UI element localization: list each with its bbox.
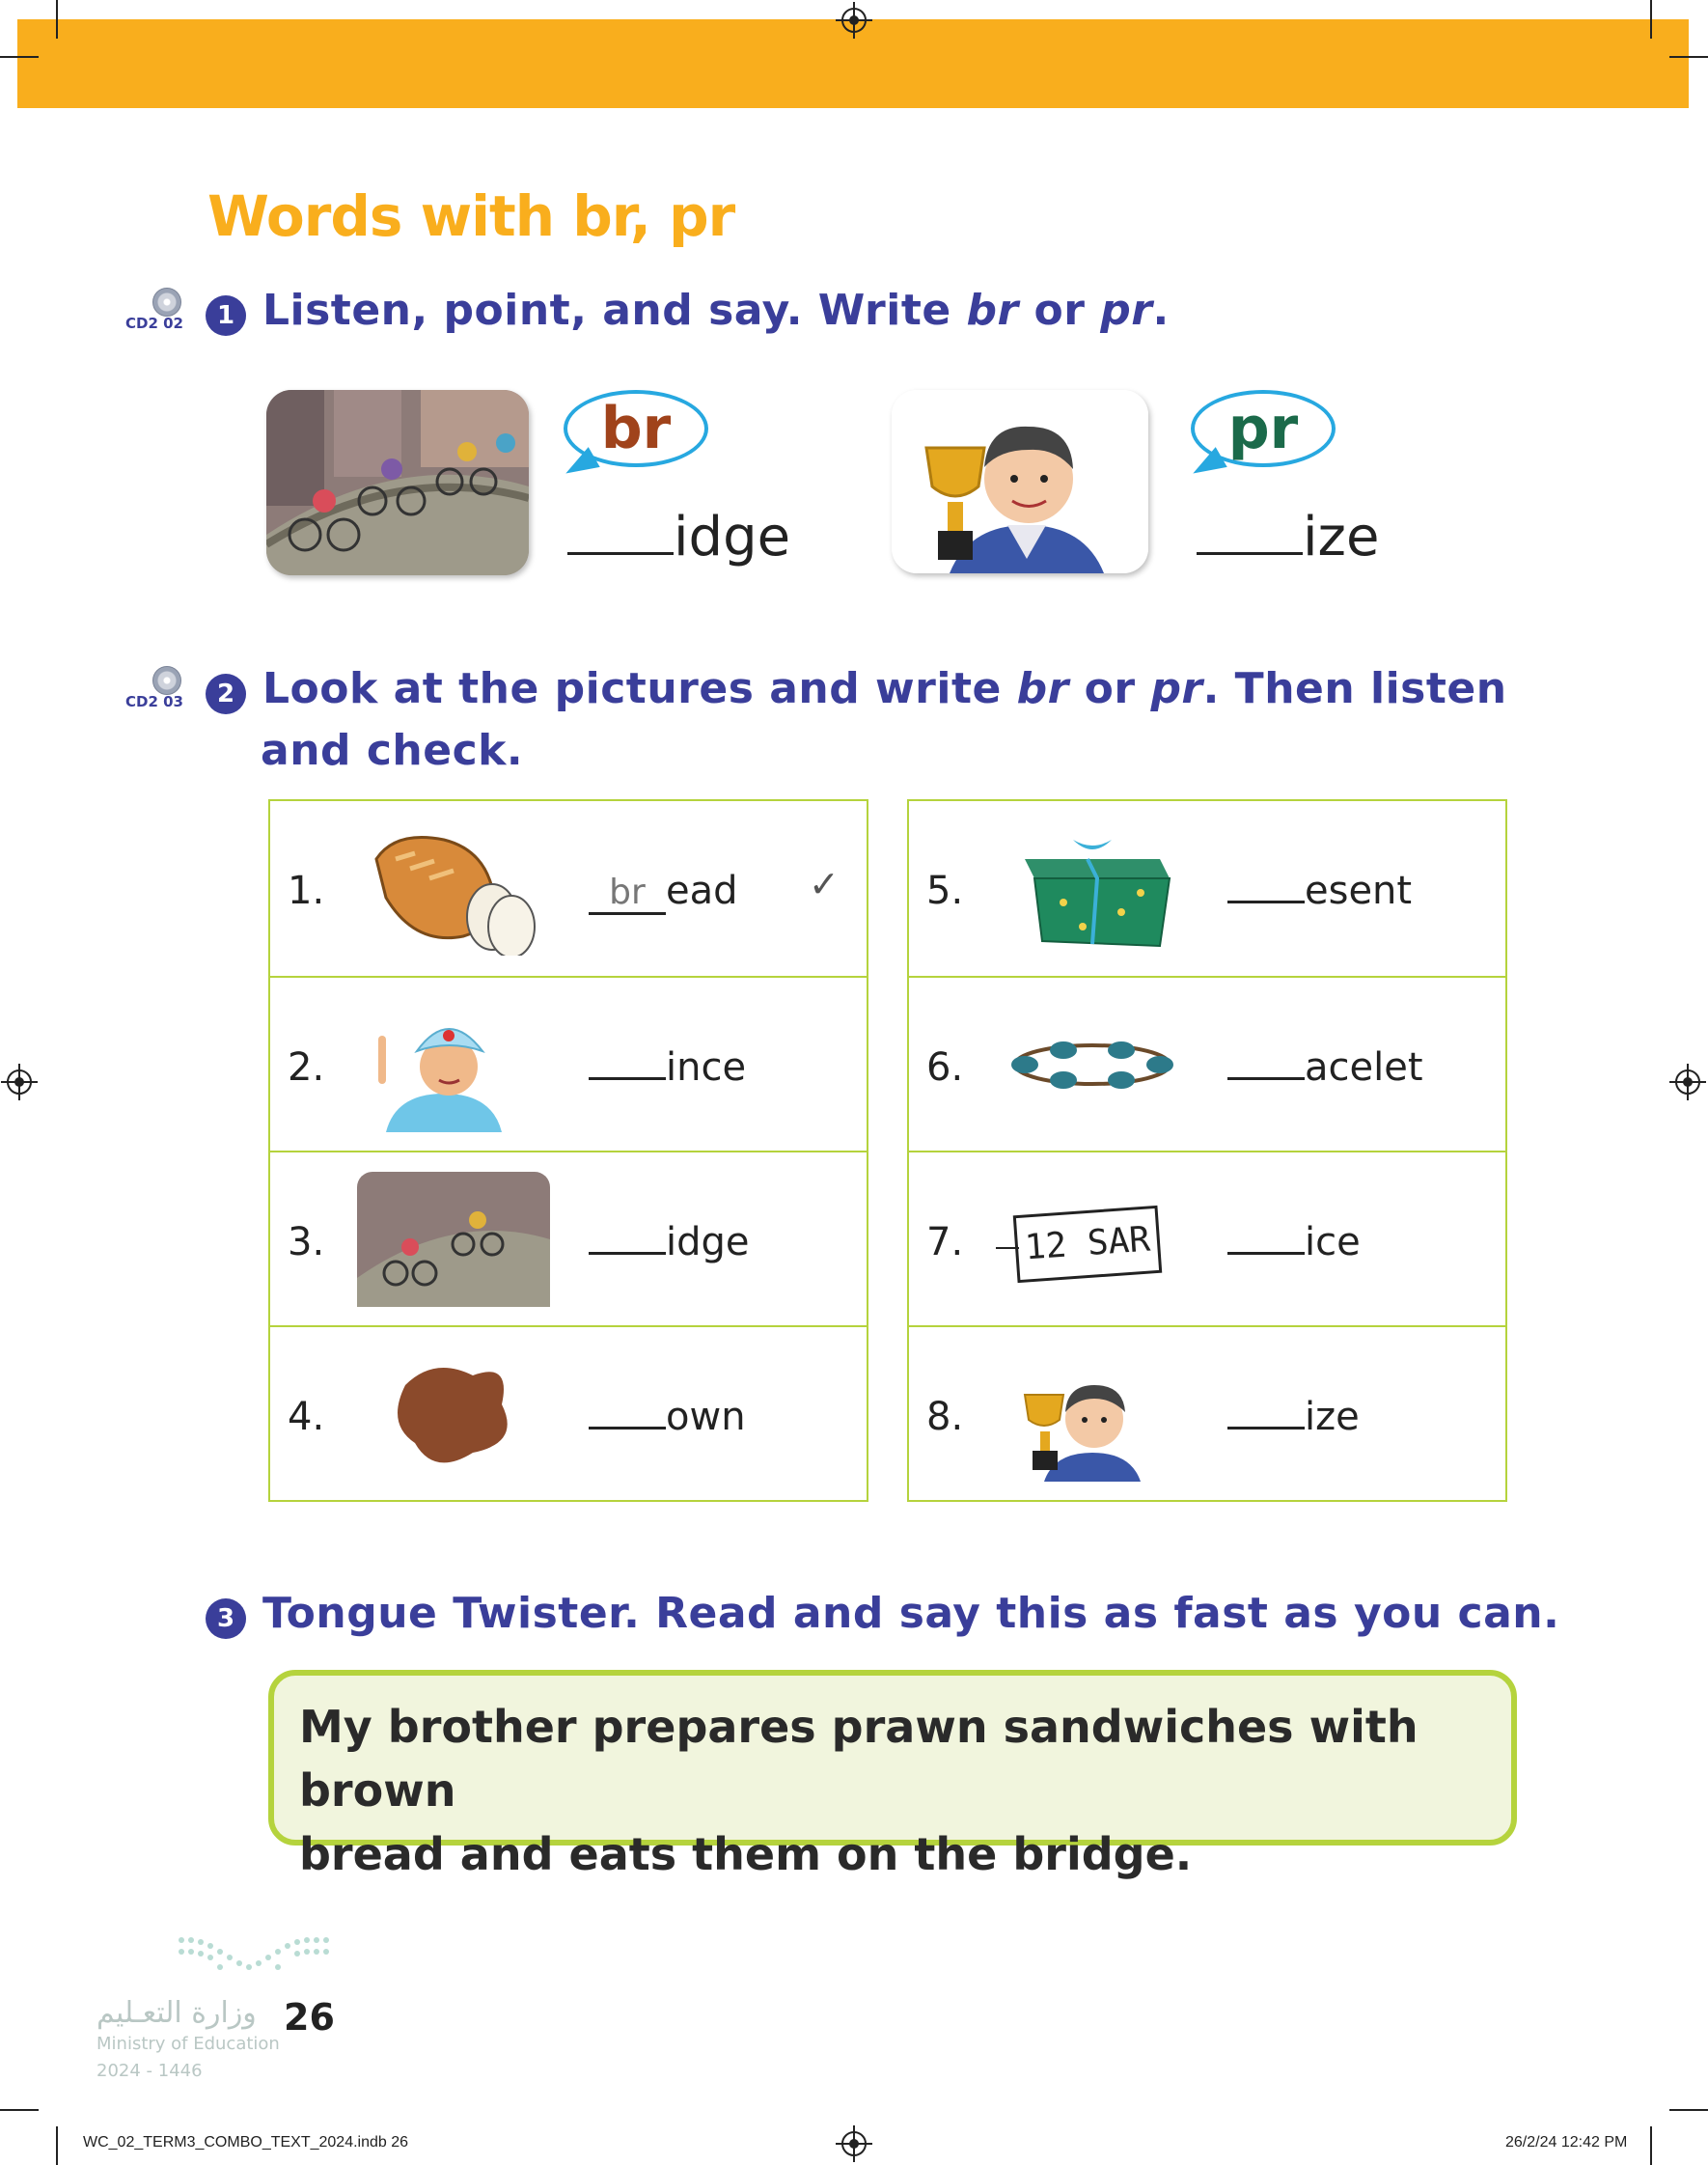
exercise-number-badge: 3: [206, 1598, 246, 1639]
answer-blank[interactable]: [589, 1252, 666, 1255]
answer-blank[interactable]: [1227, 1077, 1305, 1080]
grid-row: [909, 976, 1505, 1151]
answer-blank[interactable]: [589, 1077, 666, 1080]
answer-blank[interactable]: [1227, 1252, 1305, 1255]
exercise3-instruction: Tongue Twister. Read and say this as fast as you can.: [262, 1589, 1560, 1638]
answer-blank[interactable]: br: [589, 873, 666, 915]
row-number: 2.: [288, 1045, 325, 1090]
crop-mark: [0, 2109, 39, 2111]
grid-row: [270, 1151, 867, 1325]
answer-blank[interactable]: [589, 1427, 666, 1429]
row-number: 5.: [926, 869, 964, 913]
word-grid-right: [907, 799, 1507, 1502]
word-grid-left: [268, 799, 868, 1502]
bridge-icon: [357, 1172, 550, 1307]
grid-row: [270, 801, 867, 976]
grid-row: [909, 1151, 1505, 1325]
present-icon: [996, 820, 1189, 956]
word-with-blank: br ead: [589, 869, 738, 915]
exercise-number-badge: 2: [206, 674, 246, 714]
crop-mark: [0, 56, 39, 58]
row-number: 1.: [288, 869, 325, 913]
tongue-twister-text: My brother prepares prawn sandwiches with brown bread and eats them on the bridge.: [299, 1701, 1419, 1880]
row-number: 8.: [926, 1395, 964, 1439]
word-with-blank: idge: [567, 506, 790, 569]
registration-mark-icon: [841, 8, 867, 33]
page-title: Words with br, pr: [207, 183, 735, 249]
answer-blank[interactable]: [1197, 552, 1303, 555]
answer-blank[interactable]: [1227, 901, 1305, 903]
word-with-blank: idge: [589, 1220, 750, 1264]
word-with-blank: ice: [1227, 1220, 1361, 1264]
grid-row: [909, 1325, 1505, 1500]
row-number: 4.: [288, 1395, 325, 1439]
grid-row: [270, 1325, 867, 1500]
registration-mark-icon: [1675, 1069, 1700, 1095]
crop-mark: [56, 2126, 58, 2165]
brown-blob-icon: [357, 1346, 550, 1482]
crop-mark: [56, 0, 58, 39]
ministry-name-arabic: وزارة التعـليم: [96, 1996, 257, 2030]
prize-icon: [996, 1346, 1189, 1482]
prince-icon: [357, 997, 550, 1132]
bridge-cyclists-picture: [266, 390, 529, 575]
word-with-blank: ince: [589, 1045, 746, 1090]
check-mark-icon: ✓: [809, 863, 840, 905]
ministry-year: 2024 - 1446: [96, 2061, 203, 2081]
print-date-info: 26/2/24 12:42 PM: [1505, 2134, 1628, 2151]
row-number: 7.: [926, 1220, 964, 1264]
tongue-twister-box: [268, 1670, 1517, 1880]
answer-blank[interactable]: [1227, 1427, 1305, 1429]
cd-track-label: CD2 03: [125, 693, 183, 710]
page-number: 26: [284, 1996, 335, 2039]
bread-icon: [357, 820, 550, 956]
exercise2-instruction: Look at the pictures and write br or pr. Then listen: [262, 664, 1507, 713]
bubble-label-pr: pr: [1227, 395, 1299, 462]
crop-mark: [1650, 0, 1652, 39]
word-with-blank: ize: [1197, 506, 1379, 569]
ministry-name-english: Ministry of Education: [96, 2034, 280, 2054]
cd-audio-icon[interactable]: [125, 288, 193, 336]
crop-mark: [1669, 56, 1708, 58]
grid-row: [270, 976, 867, 1151]
bracelet-icon: [996, 997, 1189, 1132]
grid-row: [909, 801, 1505, 976]
registration-mark-icon: [7, 1069, 32, 1095]
crop-mark: [1669, 2109, 1708, 2111]
word-with-blank: acelet: [1227, 1045, 1423, 1090]
exercise-number-badge: 1: [206, 295, 246, 336]
ministry-logo-icon: [174, 1930, 347, 1988]
exercise1-instruction: Listen, point, and say. Write br or pr.: [262, 286, 1170, 335]
bubble-label-br: br: [600, 395, 672, 462]
cd-audio-icon[interactable]: [125, 666, 193, 714]
word-with-blank: ize: [1227, 1395, 1360, 1439]
boy-with-trophy-picture: [892, 390, 1148, 573]
cd-track-label: CD2 02: [125, 315, 183, 332]
registration-mark-icon: [841, 2131, 867, 2156]
answer-blank[interactable]: [567, 552, 674, 555]
crop-mark: [1650, 2126, 1652, 2165]
word-with-blank: own: [589, 1395, 746, 1439]
exercise2-instruction-line2: and check.: [261, 726, 524, 775]
price-tag-label: 12 SAR: [1013, 1206, 1163, 1283]
word-with-blank: esent: [1227, 869, 1412, 913]
print-file-info: WC_02_TERM3_COMBO_TEXT_2024.indb 26: [83, 2134, 409, 2151]
row-number: 3.: [288, 1220, 325, 1264]
row-number: 6.: [926, 1045, 964, 1090]
price-tag-icon: [996, 1172, 1189, 1307]
